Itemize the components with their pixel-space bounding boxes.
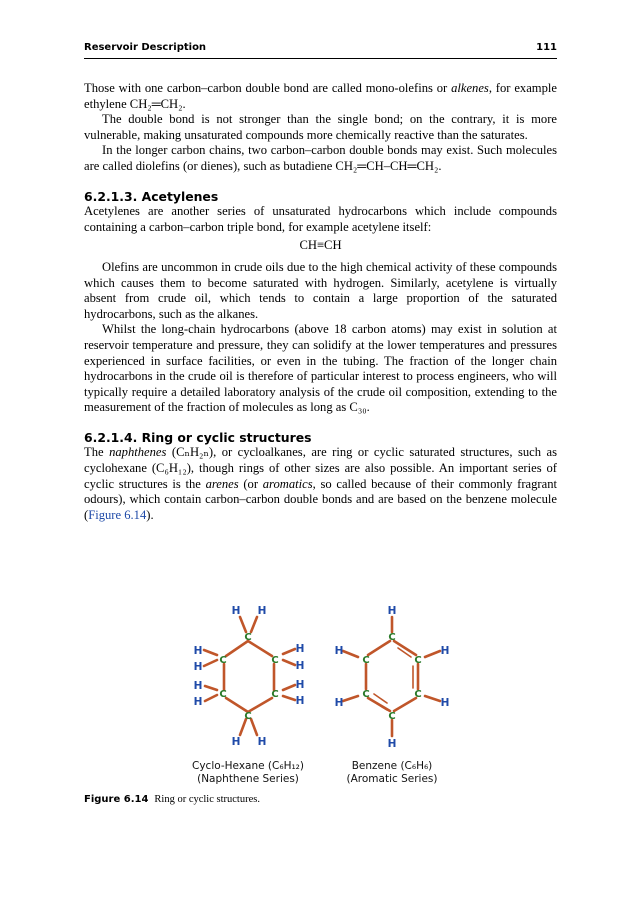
hydrogen-label: H bbox=[193, 661, 203, 673]
hydrogen-label: H bbox=[295, 679, 305, 691]
benzene-double-bonds bbox=[371, 648, 413, 710]
carbon-label: C bbox=[244, 632, 252, 643]
paragraph-naphthenes: The naphthenes (CₙH₂ₙ), or cycloalkanes, are ring or cyclic saturated structures, such as cyclohexane (C₆H₁₂), though rings of other sizes are also possible. An important series of cyclic structures is the arenes (or aromatics, so called because of their commonly fragrant odours), which contain carbon–carbon double bonds and are based on the benzene molecule (Figure 6.14). bbox=[84, 445, 558, 522]
paragraph-long-chain: Whilst the long-chain hydrocarbons (above 18 carbon atoms) may exist in solution at reservoir temperature and pressure, they can solidify at the lower temperatures and pressures experienced in surface facilities, or even in the tubing. The fraction of the longer chain hydrocarbons in the crude oil is therefore of particular interest to process engineers, who will typically require a detailed laboratory analysis of the crude oil composition, extending to the measurement of the fraction of molecules as long as C₃₀. bbox=[84, 322, 557, 415]
hydrogen-label: H bbox=[231, 605, 241, 617]
paragraph-acetylenes: Acetylenes are another series of unsaturated hydrocarbons which include compounds containing a carbon–carbon triple bond, for example acetylene itself: bbox=[84, 204, 557, 234]
carbon-atoms bbox=[219, 632, 421, 722]
carbon-label: C bbox=[244, 711, 252, 722]
carbon-label: C bbox=[219, 655, 227, 666]
cyclohexane-label: Cyclo-Hexane (C₆H₁₂) bbox=[192, 760, 304, 772]
carbon-label: C bbox=[388, 711, 396, 722]
carbon-label: C bbox=[271, 655, 279, 666]
paragraph-double-bond: The double bond is not stronger than the single bond; on the contrary, it is more vulnerable, making unsaturated compounds more chemically reactive than the saturates. bbox=[84, 112, 557, 142]
hydrogen-label: H bbox=[295, 643, 305, 655]
paragraph-dienes: In the longer carbon chains, two carbon–carbon double bonds may exist. Such molecules are called diolefins (or dienes), such as butadiene CH₂═CH–CH═CH₂. bbox=[84, 143, 557, 173]
benzene-label: Benzene (C₆H₆) bbox=[351, 760, 433, 772]
hydrogen-label: H bbox=[334, 697, 344, 709]
hydrogen-atoms bbox=[194, 605, 450, 750]
carbon-label: C bbox=[414, 689, 422, 700]
term-naphthenes: naphthenes bbox=[109, 445, 167, 460]
section-heading-acetylenes: 6.2.1.3. Acetylenes bbox=[84, 188, 219, 204]
figure-reference-link[interactable]: Figure 6.14 bbox=[88, 507, 147, 522]
hydrogen-label: H bbox=[295, 660, 305, 672]
term-alkenes: alkenes bbox=[451, 81, 489, 95]
hydrogen-label: H bbox=[440, 645, 450, 657]
hydrogen-label: H bbox=[193, 645, 203, 657]
carbon-label: C bbox=[362, 655, 370, 666]
figure-caption-label: Figure 6.14 bbox=[84, 794, 149, 805]
page-number: 111 bbox=[536, 42, 557, 53]
figure-caption bbox=[84, 794, 260, 805]
hydrogen-label: H bbox=[257, 605, 267, 617]
carbon-label: C bbox=[271, 689, 279, 700]
hydrogen-label: H bbox=[295, 695, 305, 707]
hydrogen-label: H bbox=[440, 697, 450, 709]
hydrogen-label: H bbox=[193, 680, 203, 692]
carbon-label: C bbox=[388, 632, 396, 643]
hydrogen-label: H bbox=[231, 736, 241, 748]
carbon-label: C bbox=[219, 689, 227, 700]
section-heading-ring-structures: 6.2.1.4. Ring or cyclic structures bbox=[84, 429, 312, 445]
paragraph-alkenes: Those with one carbon–carbon double bond are called mono-olefins or alkenes, for example ethylene CH₂═CH₂. bbox=[84, 81, 557, 111]
carbon-label: C bbox=[414, 655, 422, 666]
header-title: Reservoir Description bbox=[84, 42, 207, 53]
hydrogen-label: H bbox=[193, 696, 203, 708]
benzene-series-label: (Aromatic Series) bbox=[346, 773, 438, 785]
hydrogen-label: H bbox=[257, 736, 267, 748]
cyclohexane-series-label: (Naphthene Series) bbox=[197, 773, 299, 785]
term-arenes: arenes bbox=[205, 476, 239, 491]
term-aromatics: aromatics bbox=[262, 476, 313, 491]
hydrogen-label: H bbox=[387, 605, 397, 617]
hydrogen-label: H bbox=[334, 645, 344, 657]
figure-caption-text: Ring or cyclic structures. bbox=[154, 794, 260, 805]
carbon-label: C bbox=[362, 689, 370, 700]
hydrogen-label: H bbox=[387, 738, 397, 750]
figure-labels bbox=[192, 760, 437, 785]
formula-acetylene: CH≡CH bbox=[299, 238, 342, 253]
paragraph-olefins: Olefins are uncommon in crude oils due to the high chemical activity of these compounds which causes them to become saturated with hydrogen. Similarly, acetylene is virtually absent from crude oil, which tends to contain a large proportion of the saturated hydrocarbons, such as the alkanes. bbox=[84, 259, 557, 321]
